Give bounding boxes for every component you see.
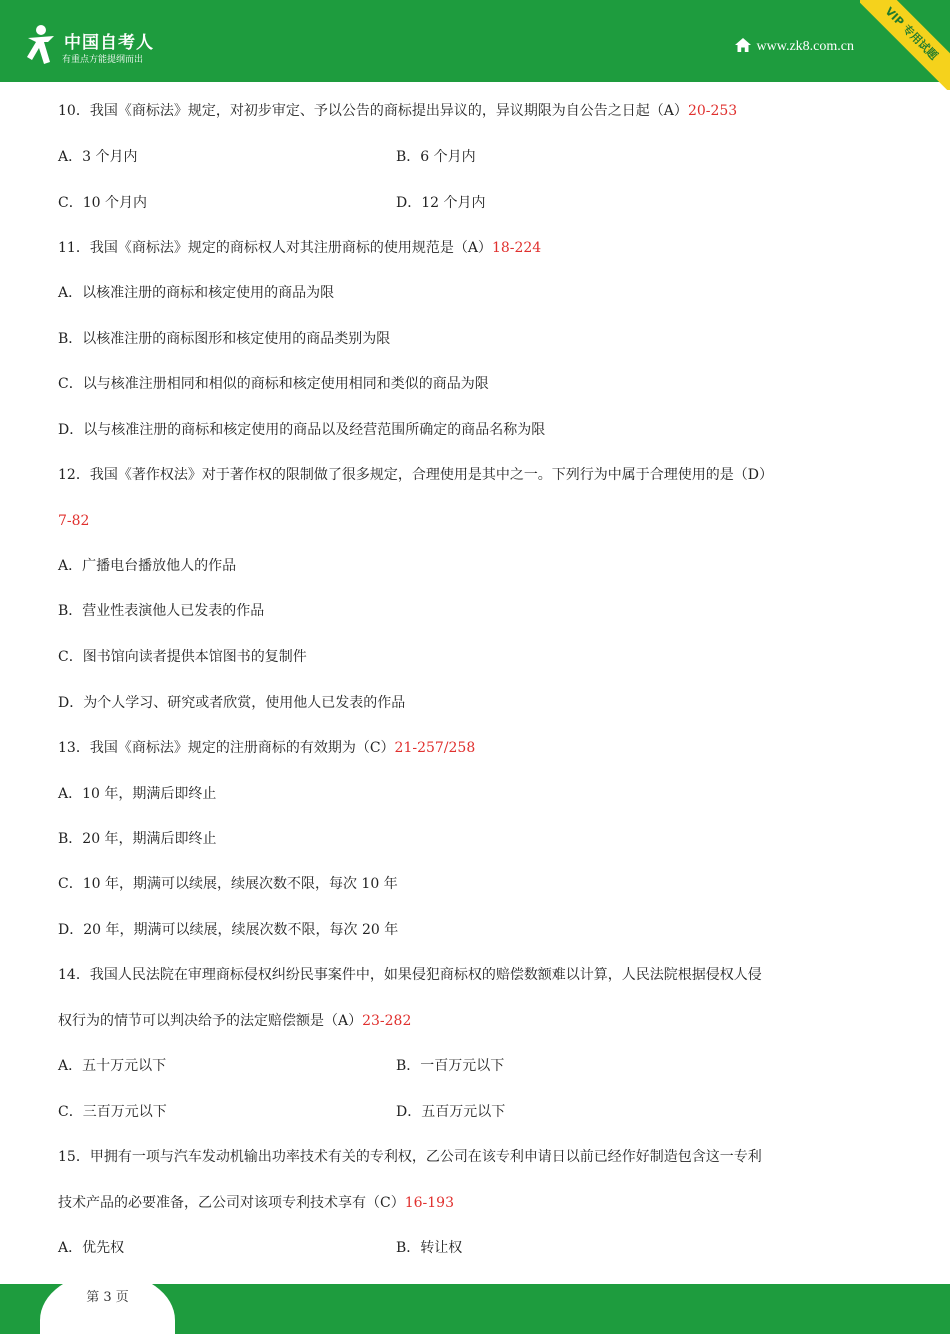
page-reference: 7-82 <box>58 513 90 529</box>
option: D．以与核准注册的商标和核定使用的商品以及经营范围所确定的商品名称为限 <box>58 422 546 438</box>
question-stem: 12．我国《著作权法》对于著作权的限制做了很多规定，合理使用是其中之一。下列行为中属于合理使用的是（D） <box>58 467 774 483</box>
option: A．广播电台播放他人的作品 <box>58 558 237 574</box>
option: D．12 个月内 <box>396 195 486 211</box>
page-reference: 23-282 <box>362 1013 412 1029</box>
option: C．以与核准注册相同和相似的商标和核定使用相同和类似的商品为限 <box>58 376 489 392</box>
question-stem: 11．我国《商标法》规定的商标权人对其注册商标的使用规范是（A）18-224 <box>58 240 542 256</box>
option: A．3 个月内 <box>58 149 138 165</box>
option: D．为个人学习、研究或者欣赏，使用他人已发表的作品 <box>58 695 406 711</box>
option: D．20 年，期满可以续展，续展次数不限，每次 20 年 <box>58 922 399 938</box>
logo-runner-icon <box>24 24 58 66</box>
question-stem: 14．我国人民法院在审理商标侵权纠纷民事案件中，如果侵犯商标权的赔偿数额难以计算，人民法院根据侵权人侵 <box>58 967 762 983</box>
page-number-tab <box>40 1272 175 1344</box>
option: D．五百万元以下 <box>396 1104 506 1120</box>
option: C．10 年，期满可以续展，续展次数不限，每次 10 年 <box>58 876 398 892</box>
option: C．三百万元以下 <box>58 1104 167 1120</box>
option: B．20 年，期满后即终止 <box>58 831 217 847</box>
option: B．营业性表演他人已发表的作品 <box>58 603 265 619</box>
question-stem: 15．甲拥有一项与汽车发动机输出功率技术有关的专利权，乙公司在该专利申请日以前已经作好制造包含这一专利 <box>58 1149 762 1165</box>
page-reference: 16-193 <box>404 1195 454 1211</box>
logo-title: 中国自考人 <box>64 33 154 53</box>
page-number: 第 3 页 <box>86 1290 129 1305</box>
question-stem-continued: 技术产品的必要准备，乙公司对该项专利技术享有（C）16-193 <box>58 1195 454 1211</box>
vip-badge: VIP 专用试题 <box>860 0 950 90</box>
page-reference: 21-257/258 <box>394 740 476 756</box>
site-logo[interactable] <box>24 22 174 70</box>
question-stem: 10．我国《商标法》规定，对初步审定、予以公告的商标提出异议的，异议期限为自公告之日起（A）20-253 <box>58 103 738 119</box>
option: A．优先权 <box>58 1240 125 1256</box>
option: B．转让权 <box>396 1240 463 1256</box>
page-header <box>0 0 950 82</box>
home-icon <box>735 38 751 52</box>
option: B．6 个月内 <box>396 149 476 165</box>
option: A．以核准注册的商标和核定使用的商品为限 <box>58 285 335 301</box>
page-reference: 18-224 <box>491 240 542 256</box>
option: B．以核准注册的商标图形和核定使用的商品类别为限 <box>58 331 391 347</box>
question-stem: 13．我国《商标法》规定的注册商标的有效期为（C）21-257/258 <box>58 740 476 756</box>
option: A．五十万元以下 <box>58 1058 167 1074</box>
question-stem-continued: 权行为的情节可以判决给予的法定赔偿额是（A）23-282 <box>58 1013 412 1029</box>
site-link[interactable] <box>735 38 854 55</box>
option: C．图书馆向读者提供本馆图书的复制件 <box>58 649 307 665</box>
logo-slogan: 有重点方能提纲而出 <box>62 55 144 65</box>
option: A．10 年，期满后即终止 <box>58 786 217 802</box>
option: B．一百万元以下 <box>396 1058 505 1074</box>
site-url: www.zk8.com.cn <box>756 39 854 54</box>
vip-corner <box>860 0 950 90</box>
page-reference: 20-253 <box>687 103 738 119</box>
option: C．10 个月内 <box>58 195 147 211</box>
